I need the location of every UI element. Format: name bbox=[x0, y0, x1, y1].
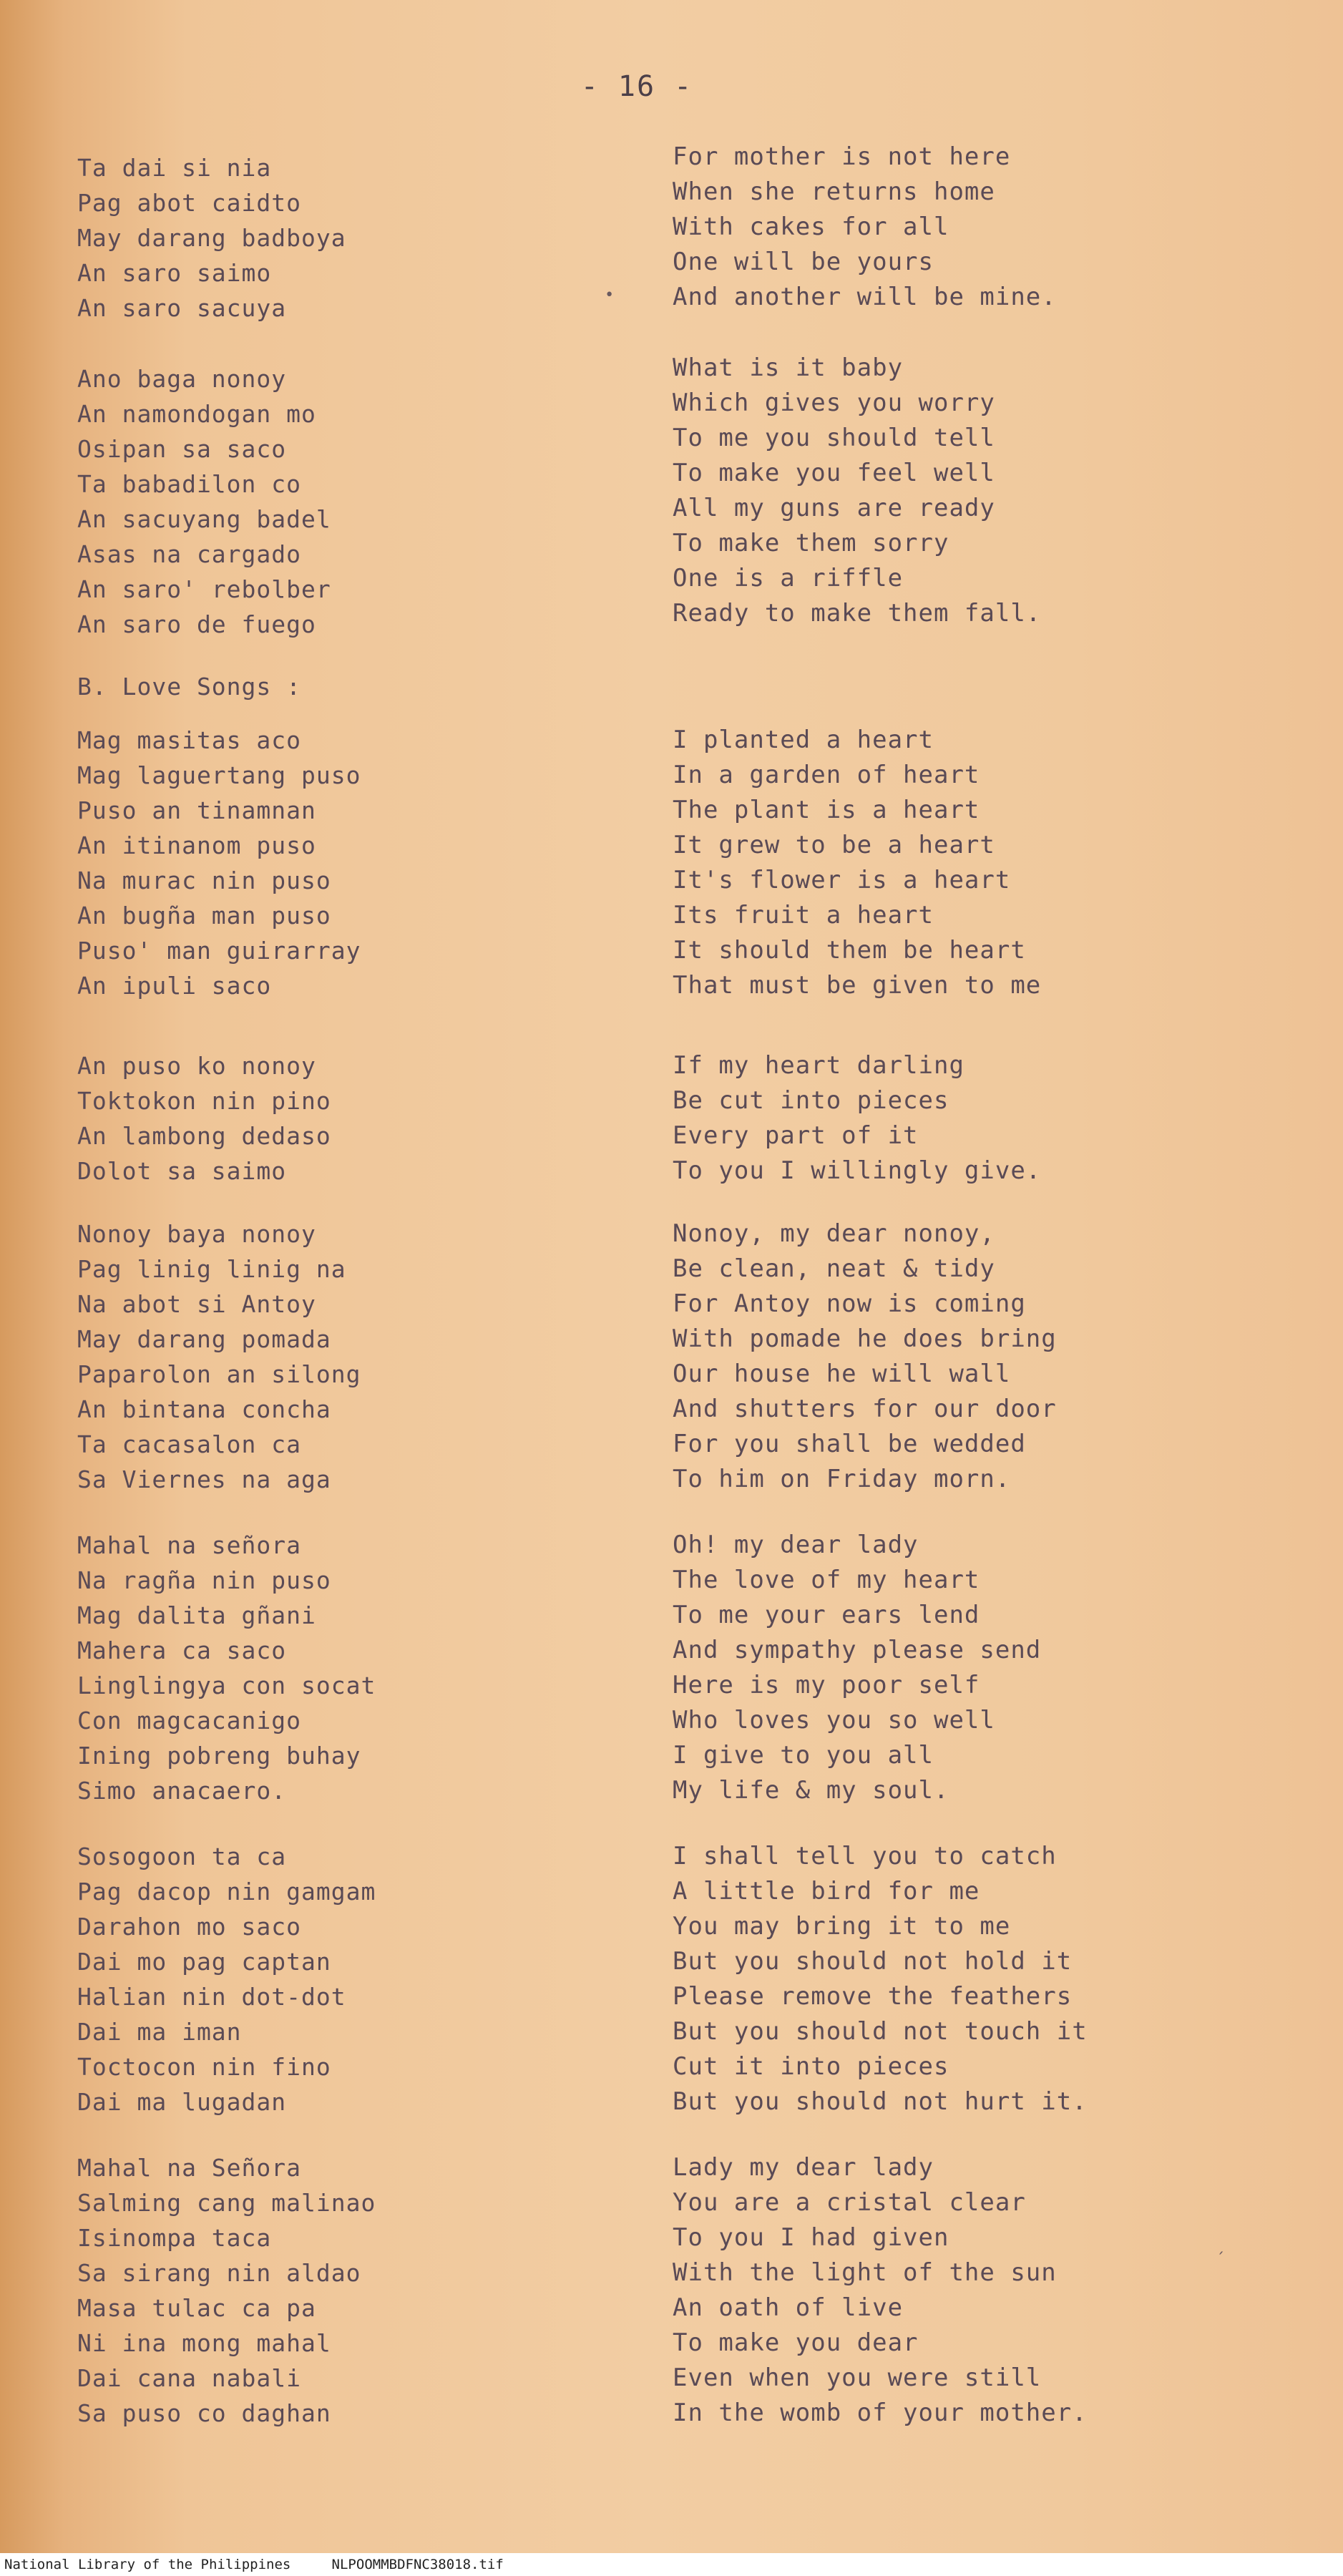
english-verse-line: Every part of it bbox=[673, 1121, 919, 1150]
bikol-verse-line: Sa sirang nin aldao bbox=[77, 2259, 361, 2287]
english-verse-line: To him on Friday morn. bbox=[673, 1465, 1011, 1493]
bikol-verse-line: Salming cang malinao bbox=[77, 2189, 376, 2217]
english-verse-line: Nonoy, my dear nonoy, bbox=[673, 1219, 995, 1248]
bikol-verse-line: Mag masitas aco bbox=[77, 726, 302, 754]
bikol-verse-line: An namondogan mo bbox=[77, 400, 316, 428]
bikol-verse-line: May darang pomada bbox=[77, 1325, 331, 1353]
bikol-verse-line: An bugña man puso bbox=[77, 902, 331, 930]
bikol-verse-line: An ipuli saco bbox=[77, 972, 272, 1000]
bikol-verse-line: Puso' man guirarray bbox=[77, 937, 361, 965]
bikol-verse-line: May darang badboya bbox=[77, 224, 346, 252]
english-verse-line: Even when you were still bbox=[673, 2363, 1042, 2392]
bikol-verse-line: Nonoy baya nonoy bbox=[77, 1220, 316, 1248]
english-stanza bbox=[673, 140, 1057, 315]
english-verse-line: To make them sorry bbox=[673, 529, 949, 557]
bikol-verse-line: Linglingya con socat bbox=[77, 1672, 376, 1699]
english-verse-line: Lady my dear lady bbox=[673, 2153, 934, 2182]
bikol-verse-line: Masa tulac ca pa bbox=[77, 2294, 316, 2322]
bikol-verse-line: Dai ma lugadan bbox=[77, 2088, 287, 2116]
english-verse-line: A little bird for me bbox=[673, 1877, 980, 1906]
bikol-verse-line: Isinompa taca bbox=[77, 2224, 272, 2252]
bikol-stanza bbox=[77, 2150, 376, 2431]
english-verse-line: Its fruit a heart bbox=[673, 901, 934, 930]
bikol-verse-line: Darahon mo saco bbox=[77, 1913, 302, 1941]
bikol-verse-line: An bintana concha bbox=[77, 1395, 331, 1423]
bikol-verse-line: Dai cana nabali bbox=[77, 2364, 302, 2392]
english-verse-line: I planted a heart bbox=[673, 726, 934, 754]
bikol-verse-line: An saro' rebolber bbox=[77, 575, 331, 603]
bikol-verse-line: Simo anacaero. bbox=[77, 1777, 287, 1805]
bikol-verse-line: Mahal na Señora bbox=[77, 2154, 302, 2182]
english-verse-line: And sympathy please send bbox=[673, 1636, 1042, 1664]
english-verse-line: An oath of live bbox=[673, 2293, 904, 2322]
english-verse-line: To me your ears lend bbox=[673, 1601, 980, 1629]
english-verse-line: Be clean, neat & tidy bbox=[673, 1254, 995, 1283]
stray-mark: ˏ bbox=[1216, 2236, 1226, 2254]
english-verse-line: Please remove the feathers bbox=[673, 1982, 1073, 2011]
english-verse-line: The love of my heart bbox=[673, 1566, 980, 1594]
english-verse-line: All my guns are ready bbox=[673, 494, 995, 522]
bikol-verse-line: Ni ina mong mahal bbox=[77, 2329, 331, 2357]
bikol-verse-line: Na abot si Antoy bbox=[77, 1290, 316, 1318]
english-verse-line: But you should not hold it bbox=[673, 1947, 1073, 1976]
english-verse-line: I give to you all bbox=[673, 1741, 934, 1770]
english-verse-line: I shall tell you to catch bbox=[673, 1842, 1057, 1870]
bikol-verse-line: Sa Viernes na aga bbox=[77, 1465, 331, 1493]
bikol-verse-line: Asas na cargado bbox=[77, 540, 302, 568]
english-verse-line: In the womb of your mother. bbox=[673, 2399, 1088, 2427]
english-verse-line: One is a riffle bbox=[673, 564, 904, 592]
bikol-stanza bbox=[77, 1048, 331, 1189]
bikol-verse-line: Mag dalita gñani bbox=[77, 1601, 316, 1629]
page-number: - 16 - bbox=[580, 70, 693, 103]
english-verse-line: It grew to be a heart bbox=[673, 831, 995, 859]
bikol-verse-line: Dai mo pag captan bbox=[77, 1948, 331, 1976]
bikol-verse-line: Osipan sa saco bbox=[77, 435, 287, 463]
english-verse-line: For mother is not here bbox=[673, 142, 1011, 171]
bikol-verse-line: Mahal na señora bbox=[77, 1531, 302, 1559]
english-verse-line: With cakes for all bbox=[673, 213, 949, 241]
bikol-verse-line: Ta dai si nia bbox=[77, 154, 272, 182]
bikol-verse-line: Pag abot caidto bbox=[77, 189, 302, 217]
english-verse-line: The plant is a heart bbox=[673, 796, 980, 824]
archive-footer: National Library of the Philippines NLPOOMMBDFNC38018.tif bbox=[0, 2553, 1343, 2576]
bikol-stanza bbox=[77, 1528, 376, 1808]
english-stanza bbox=[673, 1839, 1088, 2119]
english-verse-line: But you should not touch it bbox=[673, 2017, 1088, 2046]
english-stanza bbox=[673, 1528, 1041, 1808]
bikol-verse-line: An puso ko nonoy bbox=[77, 1052, 316, 1080]
english-stanza bbox=[673, 1216, 1057, 1497]
english-verse-line: Here is my poor self bbox=[673, 1671, 980, 1699]
bikol-verse-line: Halian nin dot-dot bbox=[77, 1983, 346, 2011]
english-verse-line: For Antoy now is coming bbox=[673, 1289, 1026, 1318]
bikol-verse-line: Paparolon an silong bbox=[77, 1360, 361, 1388]
english-verse-line: That must be given to me bbox=[673, 971, 1042, 1000]
bikol-verse-line: Mag laguertang puso bbox=[77, 761, 361, 789]
bikol-verse-line: Ano baga nonoy bbox=[77, 365, 287, 393]
english-verse-line: With the light of the sun bbox=[673, 2258, 1057, 2287]
bikol-verse-line: Sosogoon ta ca bbox=[77, 1843, 287, 1870]
english-stanza bbox=[673, 2150, 1088, 2431]
english-verse-line: Cut it into pieces bbox=[673, 2052, 949, 2081]
bikol-verse-line: Toktokon nin pino bbox=[77, 1087, 331, 1115]
bikol-verse-line: An itinanom puso bbox=[77, 831, 316, 859]
english-verse-line: And shutters for our door bbox=[673, 1395, 1057, 1423]
bikol-verse-line: Puso an tinamnan bbox=[77, 796, 316, 824]
bikol-verse-line: Na ragña nin puso bbox=[77, 1566, 331, 1594]
english-verse-line: If my heart darling bbox=[673, 1051, 964, 1080]
english-stanza bbox=[673, 1048, 1041, 1189]
english-verse-line: When she returns home bbox=[673, 177, 995, 206]
english-verse-line: With pomade he does bring bbox=[673, 1324, 1057, 1353]
bikol-verse-line: Ta babadilon co bbox=[77, 470, 302, 498]
bikol-verse-line: Toctocon nin fino bbox=[77, 2053, 331, 2081]
bikol-verse-line: Ining pobreng buhay bbox=[77, 1742, 361, 1770]
bikol-verse-line: Mahera ca saco bbox=[77, 1636, 287, 1664]
bikol-verse-line: Con magcacanigo bbox=[77, 1707, 302, 1735]
english-stanza bbox=[673, 351, 1041, 631]
bikol-verse-line: Dai ma iman bbox=[77, 2018, 242, 2046]
bikol-verse-line: Pag linig linig na bbox=[77, 1255, 346, 1283]
english-verse-line: You are a cristal clear bbox=[673, 2188, 1026, 2217]
bikol-verse-line: Pag dacop nin gamgam bbox=[77, 1878, 376, 1906]
english-verse-line: It should them be heart bbox=[673, 936, 1026, 965]
english-verse-line: Which gives you worry bbox=[673, 389, 995, 417]
bikol-verse-line: Ta cacasalon ca bbox=[77, 1430, 302, 1458]
bikol-stanza bbox=[77, 150, 346, 326]
english-verse-line: Ready to make them fall. bbox=[673, 599, 1042, 628]
bikol-stanza bbox=[77, 723, 361, 1003]
bikol-verse-line: An sacuyang badel bbox=[77, 505, 331, 533]
bikol-verse-line: An lambong dedaso bbox=[77, 1122, 331, 1150]
bikol-verse-line: Dolot sa saimo bbox=[77, 1157, 287, 1185]
english-verse-line: But you should not hurt it. bbox=[673, 2087, 1088, 2116]
english-verse-line: You may bring it to me bbox=[673, 1912, 1011, 1941]
english-verse-line: One will be yours bbox=[673, 248, 934, 276]
english-verse-line: To make you feel well bbox=[673, 459, 995, 487]
english-verse-line: Be cut into pieces bbox=[673, 1086, 949, 1115]
bikol-verse-line: An saro de fuego bbox=[77, 610, 316, 638]
english-verse-line: My life & my soul. bbox=[673, 1776, 949, 1805]
english-verse-line: It's flower is a heart bbox=[673, 866, 1011, 894]
bikol-verse-line: An saro sacuya bbox=[77, 294, 287, 322]
english-verse-line: In a garden of heart bbox=[673, 761, 980, 789]
english-verse-line: To you I had given bbox=[673, 2223, 949, 2252]
bikol-stanza bbox=[77, 1839, 376, 2119]
bikol-verse-line: An saro saimo bbox=[77, 259, 272, 287]
english-verse-line: For you shall be wedded bbox=[673, 1430, 1026, 1458]
english-verse-line: And another will be mine. bbox=[673, 283, 1057, 311]
bikol-verse-line: Na murac nin puso bbox=[77, 867, 331, 894]
bikol-stanza bbox=[77, 361, 331, 642]
english-verse-line: Our house he will wall bbox=[673, 1360, 1011, 1388]
english-verse-line: To me you should tell bbox=[673, 424, 995, 452]
section-heading: B. Love Songs : bbox=[77, 673, 302, 701]
english-verse-line: Who loves you so well bbox=[673, 1706, 995, 1735]
english-verse-line: What is it baby bbox=[673, 353, 904, 382]
bikol-verse-line: Sa puso co daghan bbox=[77, 2399, 331, 2427]
english-verse-line: To you I willingly give. bbox=[673, 1156, 1042, 1185]
english-verse-line: To make you dear bbox=[673, 2328, 919, 2357]
stray-mark: • bbox=[605, 286, 615, 304]
english-verse-line: Oh! my dear lady bbox=[673, 1531, 919, 1559]
english-stanza bbox=[673, 723, 1041, 1003]
bikol-stanza bbox=[77, 1216, 361, 1497]
